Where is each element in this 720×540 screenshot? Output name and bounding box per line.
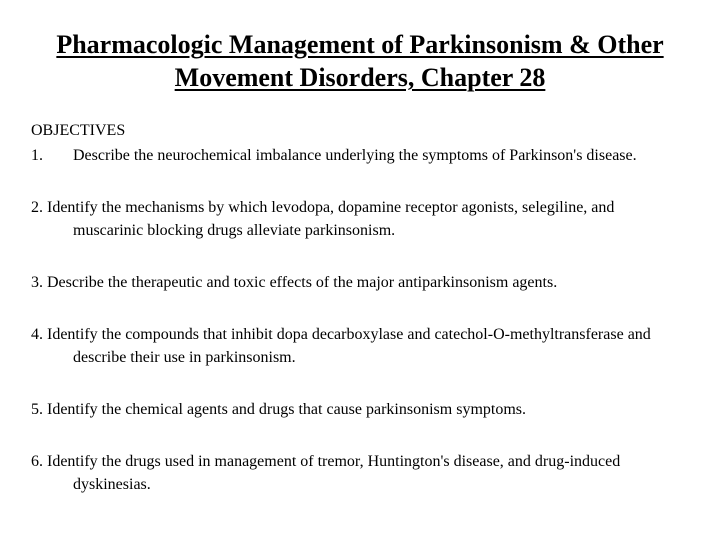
slide-title-line-2: Movement Disorders, Chapter 28 [174, 63, 546, 92]
objective-item-3 [31, 271, 681, 294]
objective-item-4 [31, 323, 681, 369]
objective-text: Identify the compounds that inhibit dopa decarboxylase and catechol-O-methyltransferase and describe their use in parkinsonism. [47, 326, 651, 366]
slide-title [20, 28, 700, 94]
objective-number: 6. [31, 453, 43, 470]
objective-item-6 [31, 450, 681, 496]
objective-item-2 [31, 196, 681, 242]
objective-item-5 [31, 398, 681, 421]
objectives-heading: OBJECTIVES [31, 122, 126, 139]
objective-item-1 [31, 144, 681, 167]
objective-number: 5. [31, 401, 43, 418]
objective-text: Identify the chemical agents and drugs that cause parkinsonism symptoms. [47, 401, 526, 418]
objective-text: Identify the drugs used in management of tremor, Huntington's disease, and drug-induced dyskinesias. [47, 453, 621, 493]
objective-number: 1. [31, 147, 43, 164]
objective-number: 2. [31, 199, 43, 216]
objectives-list [31, 119, 681, 525]
objective-text: Describe the neurochemical imbalance underlying the symptoms of Parkinson's disease. [73, 147, 637, 164]
objective-number: 3. [31, 274, 43, 291]
objective-text: Describe the therapeutic and toxic effects of the major antiparkinsonism agents. [47, 274, 558, 291]
slide-title-line-1: Pharmacologic Management of Parkinsonism & Other [56, 30, 664, 59]
objective-number: 4. [31, 326, 43, 343]
objective-text: Identify the mechanisms by which levodopa, dopamine receptor agonists, selegiline, and muscarinic blocking drugs alleviate parkinsonism. [47, 199, 615, 239]
